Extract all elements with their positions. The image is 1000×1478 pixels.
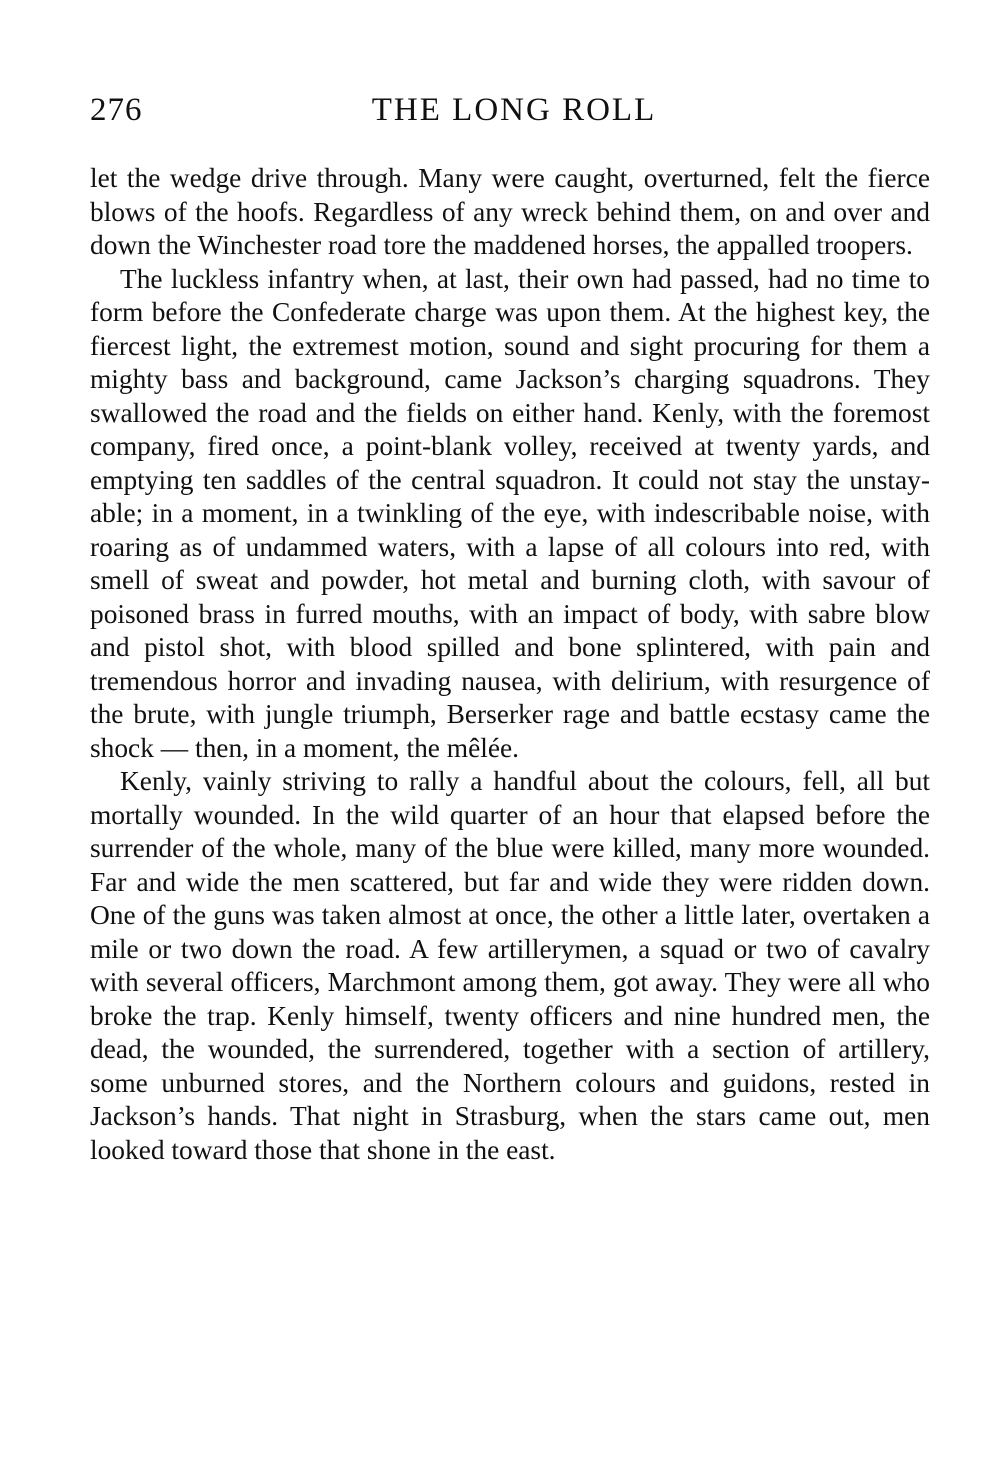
paragraph-continued: let the wedge drive through. Many were caught, overturned, felt the fierce blows of the hoofs. Regardless of any wreck behind them, on and over and down the Winchester road tore the maddened horses, the appalled troopers. xyxy=(90,163,930,260)
page-number: 276 xyxy=(90,92,143,128)
paragraph-infantry-charge: The luckless infantry when, at last, their own had passed, had no time to form before the Confederate charge was upon them. At the highest key, the fiercest light, the extremest motion, sound and sight procuring for them a mighty bass and background, came Jackson’s charging squadrons. They swallowed the road and the fields on either hand. Kenly, with the foremost company, fired once, a point-blank volley, received at twenty yards, and emptying ten saddles of the central squadron. It could not stay the unstayable; in a moment, in a twinkling of the eye, with indescribable noise, with roaring as of undammed waters, with a lapse of all colours into red, with smell of sweat and powder, hot metal and burning cloth, with savour of poisoned brass in furred mouths, with an impact of body, with sabre blow and pistol shot, with blood spilled and bone splintered, with pain and tremendous horror and invading nausea, with delirium, with resurgence of the brute, with jungle triumph, Berserker rage and battle ecstasy came the shock — then, in a moment, the mêlée. xyxy=(90,263,930,763)
running-title: THE LONG ROLL xyxy=(371,92,657,128)
paragraph-kenly-surrender: Kenly, vainly striving to rally a handful about the colours, fell, all but mortally wounded. In the wild quarter of an hour that elapsed before the surrender of the whole, many of the blue were killed, many more wounded. Far and wide the men scattered, but far and wide they were ridden down. One of the guns was taken almost at once, the other a little later, overtaken a mile or two down the road. A few artillerymen, a squad or two of cavalry with several officers, Marchmont among them, got away. They were all who broke the trap. Kenly himself, twenty officers and nine hundred men, the dead, the wounded, the surrendered, together with a section of artillery, some unburned stores, and the Northern colours and guidons, rested in Jackson’s hands. That night in Strasburg, when the stars came out, men looked toward those that shone in the east. xyxy=(90,766,930,1165)
running-head xyxy=(90,92,930,136)
body-text xyxy=(90,162,930,1167)
